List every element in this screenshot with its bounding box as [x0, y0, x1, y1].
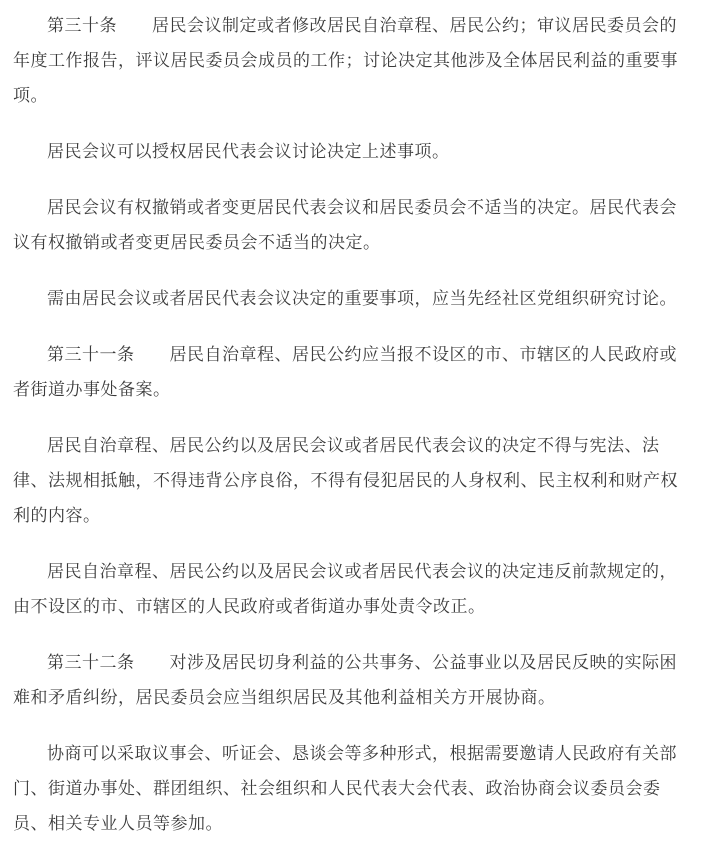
paragraph-article-31: 第三十一条 居民自治章程、居民公约应当报不设区的市、市辖区的人民政府或者街道办事处备案。 [13, 345, 677, 399]
paragraph-article-30: 第三十条 居民会议制定或者修改居民自治章程、居民公约；审议居民委员会的年度工作报告，评议居民委员会成员的工作；讨论决定其他涉及全体居民利益的重要事项。 [13, 16, 678, 105]
paragraph-article-30-clause-2: 居民会议可以授权居民代表会议讨论决定上述事项。 [47, 142, 450, 161]
paragraph-article-30-clause-3: 居民会议有权撤销或者变更居民代表会议和居民委员会不适当的决定。居民代表会议有权撤销或者变更居民委员会不适当的决定。 [13, 198, 677, 252]
paragraph-article-32-clause-2: 协商可以采取议事会、听证会、恳谈会等多种形式，根据需要邀请人民政府有关部门、街道办事处、群团组织、社会组织和人民代表大会代表、政治协商会议委员会委员、相关专业人员等参加。 [13, 744, 677, 833]
paragraph-article-31-clause-3: 居民自治章程、居民公约以及居民会议或者居民代表会议的决定违反前款规定的，由不设区的市、市辖区的人民政府或者街道办事处责令改正。 [13, 562, 677, 616]
paragraph-article-32: 第三十二条 对涉及居民切身利益的公共事务、公益事业以及居民反映的实际困难和矛盾纠纷，居民委员会应当组织居民及其他利益相关方开展协商。 [13, 653, 677, 707]
paragraph-article-30-clause-4: 需由居民会议或者居民代表会议决定的重要事项，应当先经社区党组织研究讨论。 [47, 289, 677, 308]
paragraph-article-31-clause-2: 居民自治章程、居民公约以及居民会议或者居民代表会议的决定不得与宪法、法律、法规相抵触，不得违背公序良俗，不得有侵犯居民的人身权利、民主权利和财产权利的内容。 [13, 436, 678, 525]
article-body [13, 8, 693, 841]
